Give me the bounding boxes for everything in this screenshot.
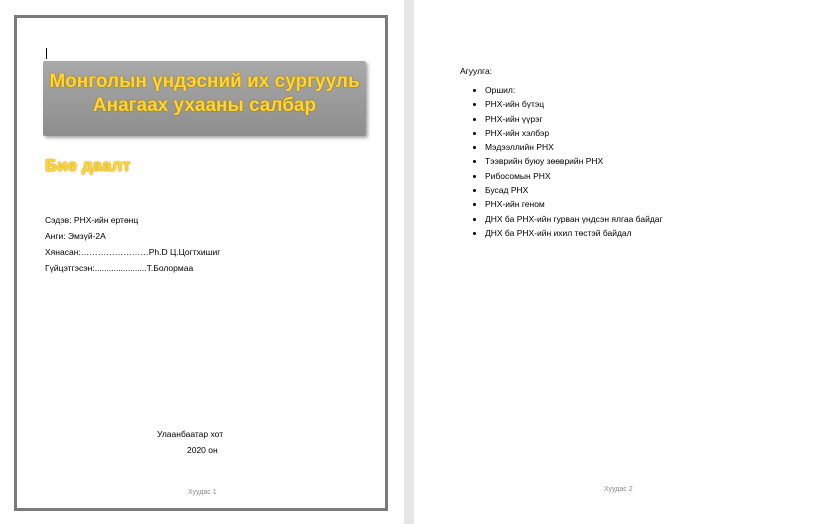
page-gutter bbox=[404, 0, 414, 524]
title-banner bbox=[43, 61, 366, 136]
checked-by-line: Хянасан:……………………Ph.D Ц.Цогтхишиг bbox=[45, 247, 221, 257]
city-line: Улаанбаатар хот bbox=[157, 429, 224, 439]
list-item: • РНХ-ийн үүрэг bbox=[485, 112, 663, 126]
university-title: Монголын үндэсний их сургууль bbox=[49, 71, 360, 92]
year-line: 2020 он bbox=[187, 445, 218, 455]
list-item: • Мэдээллийн РНХ bbox=[485, 140, 663, 154]
topic-line: Сэдэв: РНХ-ийн ертөнц bbox=[45, 215, 139, 225]
document-page-2[interactable] bbox=[414, 0, 819, 524]
document-page-1[interactable] bbox=[14, 15, 388, 511]
list-item: • ДНХ ба РНХ-ийн ихил төстэй байдал bbox=[485, 226, 663, 240]
list-item: • ДНХ ба РНХ-ийн гурван үндсэн ялгаа байдаг bbox=[485, 212, 663, 226]
list-item: • РНХ-ийн хэлбэр bbox=[485, 126, 663, 140]
class-line: Анги: Эмзүй-2А bbox=[45, 231, 106, 241]
list-item: • РНХ-ийн бүтэц bbox=[485, 97, 663, 111]
list-item: • Оршил: bbox=[485, 83, 663, 97]
page-number-1: Хуудас 1 bbox=[188, 489, 217, 496]
department-title: Анагаах ухааны салбар bbox=[92, 95, 317, 116]
list-item: • РНХ-ийн геном bbox=[485, 197, 663, 211]
assignment-title: Бие даалт bbox=[45, 156, 131, 175]
text-cursor bbox=[46, 48, 47, 59]
list-item: • Тээврийн буюу зөөврийн РНХ bbox=[485, 154, 663, 168]
toc-list bbox=[472, 83, 663, 240]
page-number-2: Хуудас 2 bbox=[604, 486, 633, 493]
done-by-line: Гүйцэтгэсэн:......................Т.Болормаа bbox=[45, 263, 194, 273]
list-item: • Бусад РНХ bbox=[485, 183, 663, 197]
list-item: • Рибосомын РНХ bbox=[485, 169, 663, 183]
toc-title: Агуулга: bbox=[460, 66, 493, 76]
